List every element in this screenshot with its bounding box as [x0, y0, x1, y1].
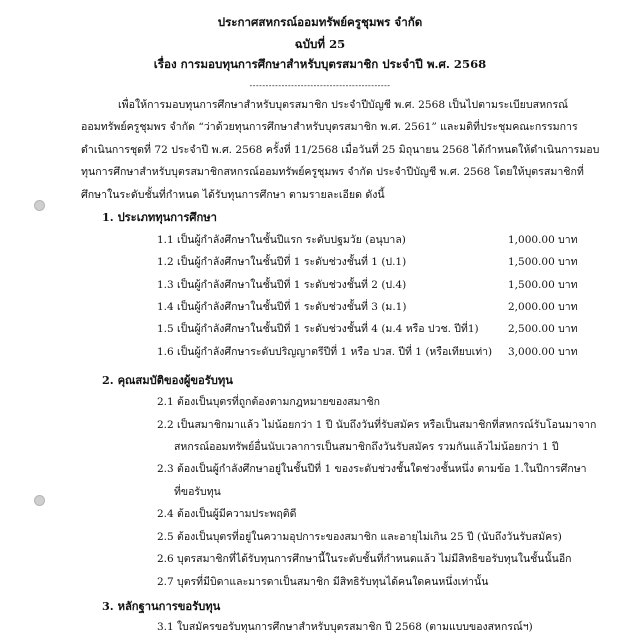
- scholarship-amount: 3,000.00 บาท: [508, 346, 578, 358]
- scholarship-amount: 2,000.00 บาท: [508, 301, 578, 313]
- intro-line: ศึกษาในระดับชั้นที่กำหนด ได้รับทุนการศึกษา ตามรายละเอียด ดังนี้: [81, 189, 385, 201]
- document-item: 3.1 ใบสมัครขอรับทุนการศึกษาสำหรับบุตรสมาชิก ปี 2568 (ตามแบบของสหกรณ์ฯ): [157, 621, 533, 633]
- separator-rule: --------------------------------------------: [249, 81, 391, 90]
- announcement-issue: ฉบับที่ 25: [294, 37, 346, 51]
- scholarship-amount: 1,000.00 บาท: [508, 234, 578, 246]
- qualification-item: 2.2 เป็นสมาชิกมาแล้ว ไม่น้อยกว่า 1 ปี นับถึงวันที่รับสมัคร หรือเป็นสมาชิกที่สหกรณ์รับโอนมาจาก: [157, 419, 597, 431]
- scholarship-amount: 1,500.00 บาท: [508, 256, 578, 268]
- intro-line: ทุนการศึกษาสำหรับบุตรสมาชิกสหกรณ์ออมทรัพย์ครูชุมพร จำกัด ประจำปีบัญชี พ.ศ. 2568 โดยให้บุตรสมาชิกที่: [81, 166, 584, 178]
- intro-line: ออมทรัพย์ครูชุมพร จำกัด “ว่าด้วยทุนการศึกษาสำหรับบุตรสมาชิก พ.ศ. 2561” และมติที่ประชุมคณะกรรมการ: [81, 121, 578, 133]
- scholarship-amount: 1,500.00 บาท: [508, 279, 578, 291]
- announcement-org: ประกาศสหกรณ์ออมทรัพย์ครูชุมพร จำกัด: [217, 15, 423, 29]
- intro-line: เพื่อให้การมอบทุนการศึกษาสำหรับบุตรสมาชิก ประจำปีบัญชี พ.ศ. 2568 เป็นไปตามระเบียบสหกรณ์: [118, 99, 568, 111]
- qualification-item: 2.1 ต้องเป็นบุตรที่ถูกต้องตามกฎหมายของสมาชิก: [157, 396, 380, 408]
- section-title-scholarship-types: 1. ประเภททุนการศึกษา: [102, 210, 217, 224]
- intro-line: ดำเนินการชุดที่ 72 ประจำปี พ.ศ. 2568 ครั้งที่ 11/2568 เมื่อวันที่ 25 มิถุนายน 2568 ได้กำหนดให้ดำเนินการมอบ: [81, 144, 600, 156]
- punch-hole: [34, 495, 45, 506]
- section-title-required-documents: 3. หลักฐานการขอรับทุน: [102, 599, 221, 613]
- punch-hole: [34, 200, 45, 211]
- qualification-item: 2.5 ต้องเป็นบุตรที่อยู่ในความอุปการะของสมาชิก และอายุไม่เกิน 25 ปี (นับถึงวันรับสมัคร): [157, 531, 562, 543]
- scholarship-item: 1.3 เป็นผู้กำลังศึกษาในชั้นปีที่ 1 ระดับช่วงชั้นที่ 2 (ป.4): [157, 279, 407, 291]
- qualification-item: 2.6 บุตรสมาชิกที่ได้รับทุนการศึกษานี้ในระดับชั้นที่กำหนดแล้ว ไม่มีสิทธิขอรับทุนในชั้นนั้นอีก: [157, 553, 572, 565]
- scholarship-item: 1.1 เป็นผู้กำลังศึกษาในชั้นปีแรก ระดับปฐมวัย (อนุบาล): [157, 234, 406, 246]
- scholarship-item: 1.5 เป็นผู้กำลังศึกษาในชั้นปีที่ 1 ระดับช่วงชั้นที่ 4 (ม.4 หรือ ปวช. ปีที่1): [157, 323, 479, 335]
- scholarship-item: 1.4 เป็นผู้กำลังศึกษาในชั้นปีที่ 1 ระดับช่วงชั้นที่ 3 (ม.1): [157, 301, 407, 313]
- section-title-qualifications: 2. คุณสมบัติของผู้ขอรับทุน: [102, 373, 233, 387]
- qualification-item: 2.3 ต้องเป็นผู้กำลังศึกษาอยู่ในชั้นปีที่ 1 ของระดับช่วงชั้นใดช่วงชั้นหนึ่ง ตามข้อ 1.ในปีการศึกษา: [157, 463, 587, 475]
- scholarship-amount: 2,500.00 บาท: [508, 323, 578, 335]
- scholarship-item: 1.2 เป็นผู้กำลังศึกษาในชั้นปีที่ 1 ระดับช่วงชั้นที่ 1 (ป.1): [157, 256, 407, 268]
- scholarship-item: 1.6 เป็นผู้กำลังศึกษาระดับปริญญาตรีปีที่ 1 หรือ ปวส. ปีที่ 1 (หรือเทียบเท่า): [157, 346, 493, 358]
- qualification-item-continued: สหกรณ์ออมทรัพย์อื่นนับเวลาการเป็นสมาชิกถึงวันรับสมัคร รวมกันแล้วไม่น้อยกว่า 1 ปี: [174, 441, 559, 453]
- qualification-item-continued: ที่ขอรับทุน: [174, 486, 221, 498]
- announcement-subject: เรื่อง การมอบทุนการศึกษาสำหรับบุตรสมาชิก ประจำปี พ.ศ. 2568: [153, 57, 487, 71]
- qualification-item: 2.7 บุตรที่มีบิดาและมารดาเป็นสมาชิก มีสิทธิรับทุนได้คนใดคนหนึ่งเท่านั้น: [157, 576, 489, 588]
- qualification-item: 2.4 ต้องเป็นผู้มีความประพฤติดี: [157, 508, 297, 520]
